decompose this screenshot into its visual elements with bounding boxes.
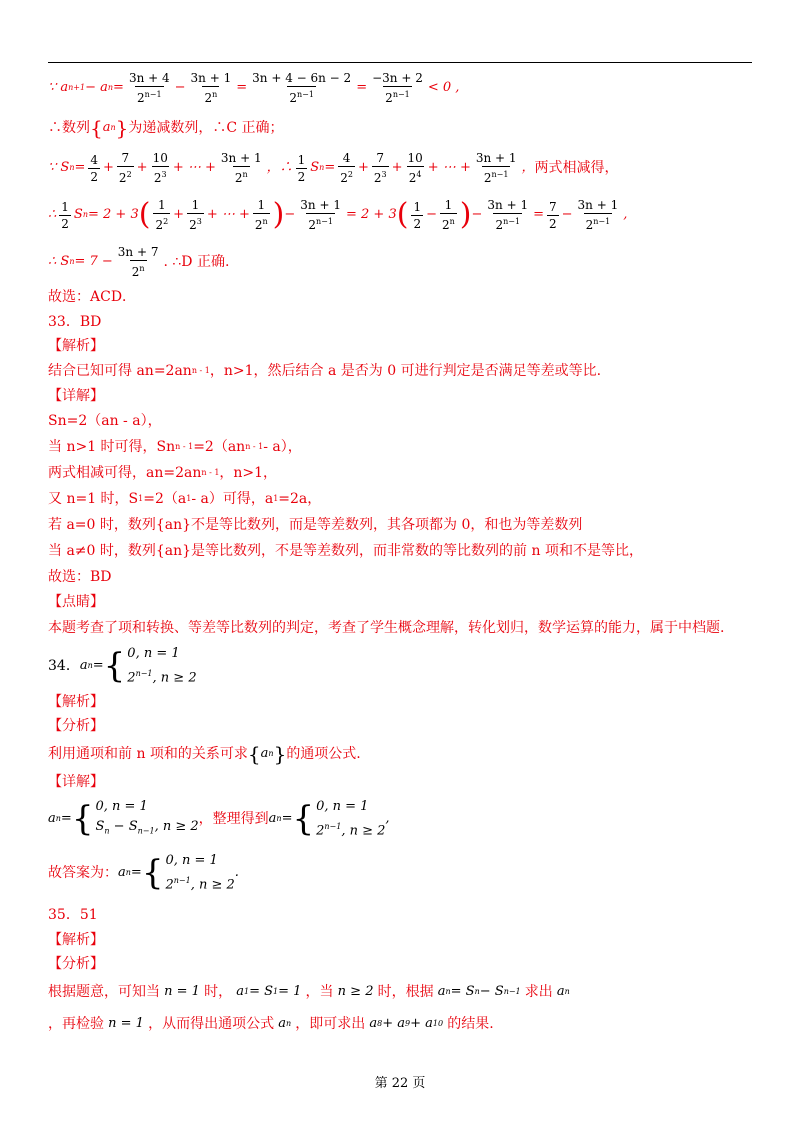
formula-line-34: a n = { 0, n = 1 $S_n - S_{n-1}$, n ≥ 2 ，整理得到 a n = { 0, n = 1 $2^{n-1}$, n ≥ 2 , [48,798,390,839]
formula-line-half-sn: ∴ $\frac{1}{2}$ S n = 2 + 3 ( $\frac{1}{2^2}$ + $\frac{1}{2^3}$ + ⋯ + $\frac{1}{2^n}$ ) − $\frac{3n + 1}{2^{n-1}}$ = 2 + 3 ( $\frac{1}{2}$ − $\frac{1}{2^n}$ ) − $\frac{3n + 1}{2^{n-1}}$ = $\frac{7}{2}$ − $\frac{3n + 1}{2^{n-1}}$ , [48,197,628,232]
document-body [48,66,752,1040]
text-line: ∴数列 { a n } 为递减数列，∴C 正确； [48,116,284,140]
text-line: 两式相减可得，an=2an n - 1 ，n>1， [48,465,278,481]
section-xiangjie: 【详解】 [48,774,104,790]
section-dianjing: 【点睛】 [48,594,104,610]
formula-line-sn: ∵ S n = $\frac{4}{2}$ + $\frac{7}{2^2}$ + $\frac{10}{2^3}$ + ⋯ + $\frac{3n + 1}{2^n}$ ，∴ $\frac{1}{2}$ S n = $\frac{4}{2^2}$ + $\frac{7}{2^3}$ + $\frac{10}{2^4}$ + ⋯ + $\frac{3n + 1}{2^{n-1}}$ ， 两式相减得， [48,151,619,185]
answer-32: 故选：ACD． [48,289,137,305]
answer-34: 故答案为： a n = { 0, n = 1 $2^{n-1}$, n ≥ 2 . [48,852,239,893]
question-33-title: 33．BD [48,314,102,330]
text-line: Sn=2（an - a）， [48,413,162,429]
text-line: 结合已知可得 an=2an n - 1 ，n>1，然后结合 a 是否为 0 可进行判定是否满足等差或等比. [48,363,602,379]
text-line: 当 a≠0 时，数列{an}是等比数列，不是等差数列，而非常数的等比数列的前 n 项和不是等比， [48,543,643,559]
section-jiexi: 【解析】 [48,694,104,710]
formula-line-decreasing: ∵ a n+1 − a n = $\frac{3n + 4}{2^{n-1}}$ − $\frac{3n + 1}{2^n}$ = $\frac{3n + 4 - 6n - 2}{2^{n-1}}$ = $\frac{-3n + 2}{2^{n-1}}$ < 0 , [48,71,460,105]
header-rule [48,62,752,63]
answer-33: 故选：BD [48,569,112,585]
formula-line-sn-result: ∴ S n = 7 − $\frac{3n + 7}{2^n}$ . ∴D 正确. [48,245,230,279]
text-line: 当 n>1 时可得，Sn n - 1 =2（an n - 1 - a）， [48,439,302,455]
text-line: 又 n=1 时，S 1 =2（a 1 - a）可得，a 1 =2a， [48,491,322,507]
page-footer: 第 22 页 [374,1076,426,1091]
question-34-title: 34． a n = { 0, n = 1 $2^{n-1}$, n ≥ 2 [48,645,197,686]
text-line: 本题考查了项和转换、等差等比数列的判定，考查了学生概念理解，转化划归，数学运算的能力，属于中档题. [48,620,725,636]
text-line: 利用通项和前 n 项和的关系可求 { a n } 的通项公式. [48,742,361,766]
text-line: 根据题意，可知当 n = 1 时， a 1 = S 1 = 1 ，当 n ≥ 2 时，根据 a n = S n − S n−1 求出 a n [48,984,570,1000]
text-line: 若 a=0 时，数列{an}不是等比数列，而是等差数列，其各项都为 0，和也为等差数列 [48,517,583,533]
section-fenxi: 【分析】 [48,718,104,734]
text-line: ，再检验 n = 1 ，从而得出通项公式 a n ，即可求出 a 8 + a 9 + a 10 的结果. [48,1016,494,1032]
section-fenxi: 【分析】 [48,956,104,972]
section-jiexi: 【解析】 [48,338,104,354]
question-35-title: 35．51 [48,907,98,923]
section-xiangjie: 【详解】 [48,388,104,404]
section-jiexi: 【解析】 [48,932,104,948]
